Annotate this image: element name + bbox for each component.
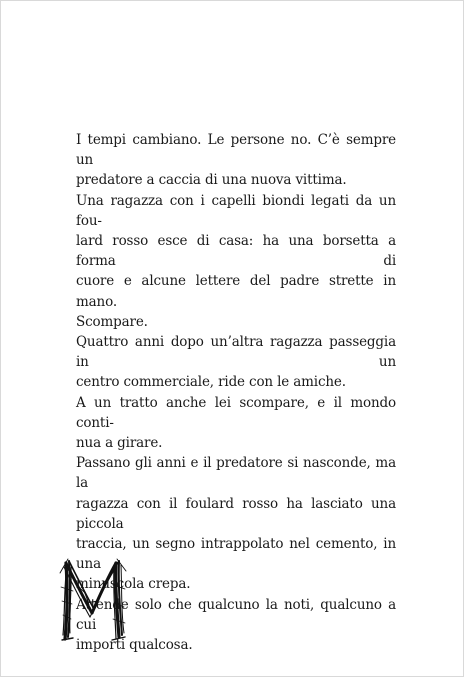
publisher-logo bbox=[59, 557, 127, 641]
text-line: nua a girare. bbox=[76, 435, 163, 452]
text-line: Attende solo che qualcuno la noti, qualcuno a cui bbox=[76, 596, 396, 633]
text-line: ragazza con il foulard rosso ha lasciato una piccola bbox=[76, 495, 396, 532]
text-line: predatore a caccia di una nuova vittima. bbox=[76, 172, 347, 189]
text-line: importi qualcosa. bbox=[76, 637, 193, 654]
scribbled-m-logo-icon bbox=[59, 557, 127, 641]
text-line: traccia, un segno intrappolato nel cemento, in una bbox=[76, 536, 396, 573]
text-line: minuscola crepa. bbox=[76, 576, 191, 593]
text-line: centro commerciale, ride con le amiche. bbox=[76, 374, 346, 391]
text-line: cuore e alcune lettere del padre strette in mano. bbox=[76, 273, 396, 310]
text-line: lard rosso esce di casa: ha una borsetta a forma di bbox=[76, 233, 396, 270]
text-line: Passano gli anni e il predatore si nasconde, ma la bbox=[76, 455, 396, 492]
text-line: A un tratto anche lei scompare, e il mondo conti- bbox=[76, 394, 396, 431]
text-line: Quattro anni dopo un’altra ragazza passeggia in un bbox=[76, 334, 396, 371]
text-line: Una ragazza con i capelli biondi legati da un fou- bbox=[76, 192, 396, 229]
text-line: Scompare. bbox=[76, 313, 148, 330]
text-line: I tempi cambiano. Le persone no. C’è sempre un bbox=[76, 132, 396, 169]
